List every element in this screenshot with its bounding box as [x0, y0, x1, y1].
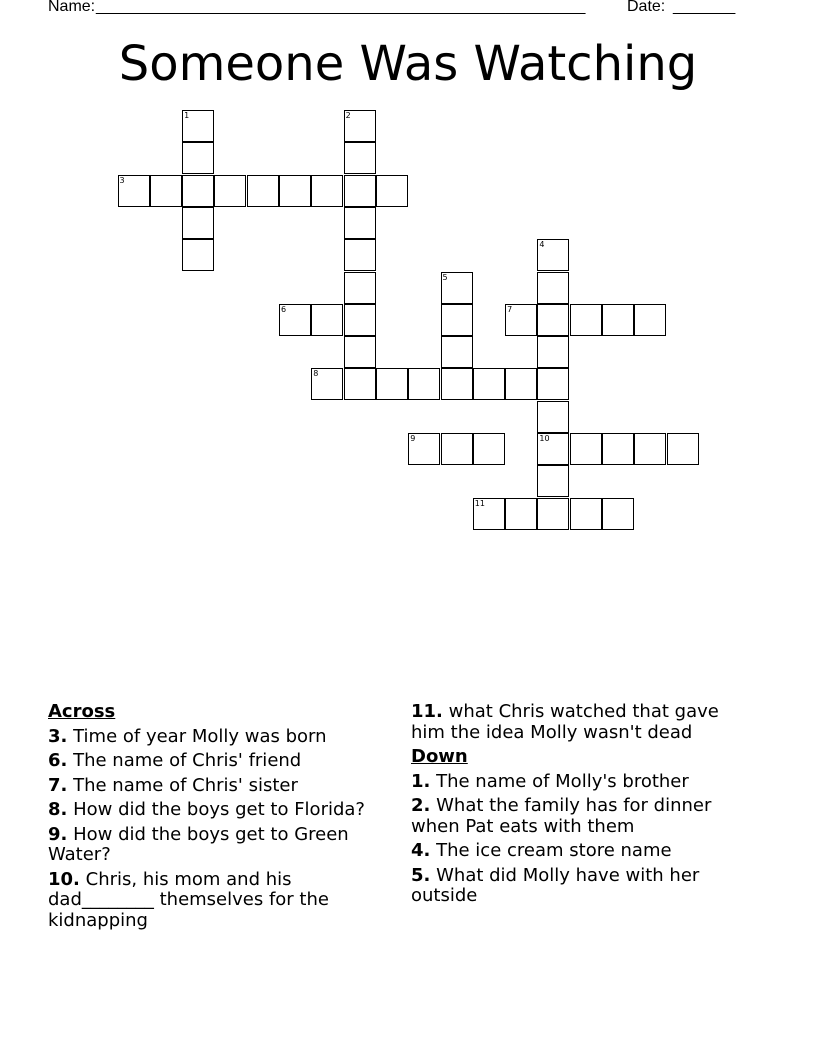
cell-number: 9 — [410, 434, 416, 443]
cell-number: 8 — [313, 369, 319, 379]
crossword-cell[interactable] — [279, 304, 311, 336]
clue-across — [48, 727, 378, 748]
clue-text: The ice cream store name — [436, 840, 672, 861]
cell-number: 11 — [474, 498, 485, 508]
clue-text: What did Molly have with her outside — [411, 864, 700, 906]
clue-across — [48, 870, 378, 932]
crossword-cell[interactable] — [150, 175, 182, 207]
clue-text: How did the boys get to Florida? — [73, 799, 365, 820]
across-heading: Across — [48, 701, 116, 722]
name-line[interactable]: _______________________________________________________ — [96, 0, 586, 15]
crossword-cell[interactable] — [182, 110, 214, 142]
crossword-cell[interactable] — [537, 401, 569, 433]
crossword-cell[interactable] — [537, 304, 569, 336]
crossword-cell[interactable] — [344, 368, 376, 400]
clue-down — [411, 796, 751, 837]
cell-number: 2 — [345, 111, 351, 120]
crossword-cell[interactable] — [602, 498, 634, 530]
date-line[interactable]: _______ — [673, 0, 736, 15]
crossword-cell[interactable] — [376, 368, 408, 400]
crossword-cell[interactable] — [247, 175, 279, 207]
crossword-cell[interactable] — [537, 368, 569, 400]
crossword-cell[interactable] — [408, 368, 440, 400]
clue-text: What the family has for dinner when Pat eats with them — [411, 795, 712, 837]
crossword-cell[interactable] — [634, 433, 666, 465]
clues-left-column — [48, 702, 378, 935]
clue-number: 6. — [48, 750, 68, 771]
clue-number: 4. — [411, 840, 431, 861]
crossword-cell[interactable] — [441, 433, 473, 465]
crossword-cell[interactable] — [408, 433, 440, 465]
crossword-cell[interactable] — [602, 304, 634, 336]
crossword-cell[interactable] — [344, 110, 376, 142]
crossword-cell[interactable] — [118, 175, 150, 207]
clue-number: 11. — [411, 701, 443, 722]
clue-number: 9. — [48, 823, 68, 845]
crossword-cell[interactable] — [570, 433, 602, 465]
clue-across — [48, 776, 378, 797]
clue-number: 8. — [48, 799, 68, 820]
crossword-cell[interactable] — [634, 304, 666, 336]
crossword-cell[interactable] — [537, 498, 569, 530]
clue-text: Chris, his mom and his dad________ themselves for the kidnapping — [48, 868, 329, 931]
name-label: Name: — [48, 0, 96, 15]
crossword-cell[interactable] — [537, 465, 569, 497]
crossword-cell[interactable] — [570, 498, 602, 530]
page-title: Someone Was Watching — [118, 36, 698, 92]
clue-text: How did the boys get to Green Water? — [48, 823, 349, 865]
clue-down — [411, 866, 751, 907]
cell-number: 10 — [539, 434, 550, 443]
clue-number: 10. — [48, 868, 80, 890]
clue-across — [48, 751, 378, 772]
crossword-cell[interactable] — [537, 433, 569, 465]
crossword-cell[interactable] — [311, 175, 343, 207]
clue-across — [48, 800, 378, 821]
cell-number: 1 — [184, 111, 190, 120]
crossword-cell[interactable] — [537, 239, 569, 271]
clue-text: The name of Chris' friend — [73, 750, 302, 771]
crossword-cell[interactable] — [182, 142, 214, 174]
crossword-cell[interactable] — [344, 239, 376, 271]
crossword-cell[interactable] — [182, 239, 214, 271]
clue-across — [48, 825, 378, 866]
crossword-cell[interactable] — [344, 272, 376, 304]
crossword-cell[interactable] — [279, 175, 311, 207]
crossword-cell[interactable] — [537, 272, 569, 304]
clues-right-column — [411, 702, 751, 911]
crossword-cell[interactable] — [505, 498, 537, 530]
cell-number: 7 — [507, 304, 513, 314]
crossword-cell[interactable] — [473, 498, 505, 530]
crossword-cell[interactable] — [667, 433, 699, 465]
cell-number: 5 — [442, 272, 448, 282]
crossword-cell[interactable] — [311, 304, 343, 336]
crossword-cell[interactable] — [344, 175, 376, 207]
crossword-cell[interactable] — [473, 368, 505, 400]
clue-number: 1. — [411, 770, 431, 792]
clue-text: The name of Molly's brother — [436, 770, 689, 792]
crossword-cell[interactable] — [344, 207, 376, 239]
clue-number: 7. — [48, 774, 68, 796]
clue-text: The name of Chris' sister — [73, 774, 298, 796]
clue-number: 5. — [411, 864, 431, 886]
crossword-cell[interactable] — [344, 336, 376, 368]
crossword-cell[interactable] — [570, 304, 602, 336]
cell-number: 6 — [281, 304, 287, 314]
cell-number: 4 — [539, 240, 545, 250]
clue-text: Time of year Molly was born — [73, 725, 327, 747]
clue-text: what Chris watched that gave him the idea Molly wasn't dead — [411, 701, 719, 743]
crossword-cell[interactable] — [441, 368, 473, 400]
clue-number: 2. — [411, 795, 431, 816]
cell-number: 3 — [119, 175, 125, 185]
clue-down — [411, 841, 751, 862]
crossword-cell[interactable] — [505, 368, 537, 400]
crossword-cell[interactable] — [441, 304, 473, 336]
date-label: Date: — [627, 0, 666, 15]
crossword-cell[interactable] — [537, 336, 569, 368]
crossword-cell[interactable] — [214, 175, 246, 207]
crossword-cell[interactable] — [344, 304, 376, 336]
crossword-cell[interactable] — [473, 433, 505, 465]
crossword-cell[interactable] — [505, 304, 537, 336]
crossword-cell[interactable] — [376, 175, 408, 207]
clue-across — [411, 702, 751, 743]
crossword-cell[interactable] — [311, 368, 343, 400]
crossword-cell[interactable] — [182, 207, 214, 239]
down-heading: Down — [411, 746, 468, 767]
crossword-cell[interactable] — [182, 175, 214, 207]
clue-number: 3. — [48, 725, 68, 747]
crossword-cell[interactable] — [441, 272, 473, 304]
crossword-cell[interactable] — [602, 433, 634, 465]
clue-down — [411, 772, 751, 793]
crossword-cell[interactable] — [344, 142, 376, 174]
crossword-cell[interactable] — [441, 336, 473, 368]
